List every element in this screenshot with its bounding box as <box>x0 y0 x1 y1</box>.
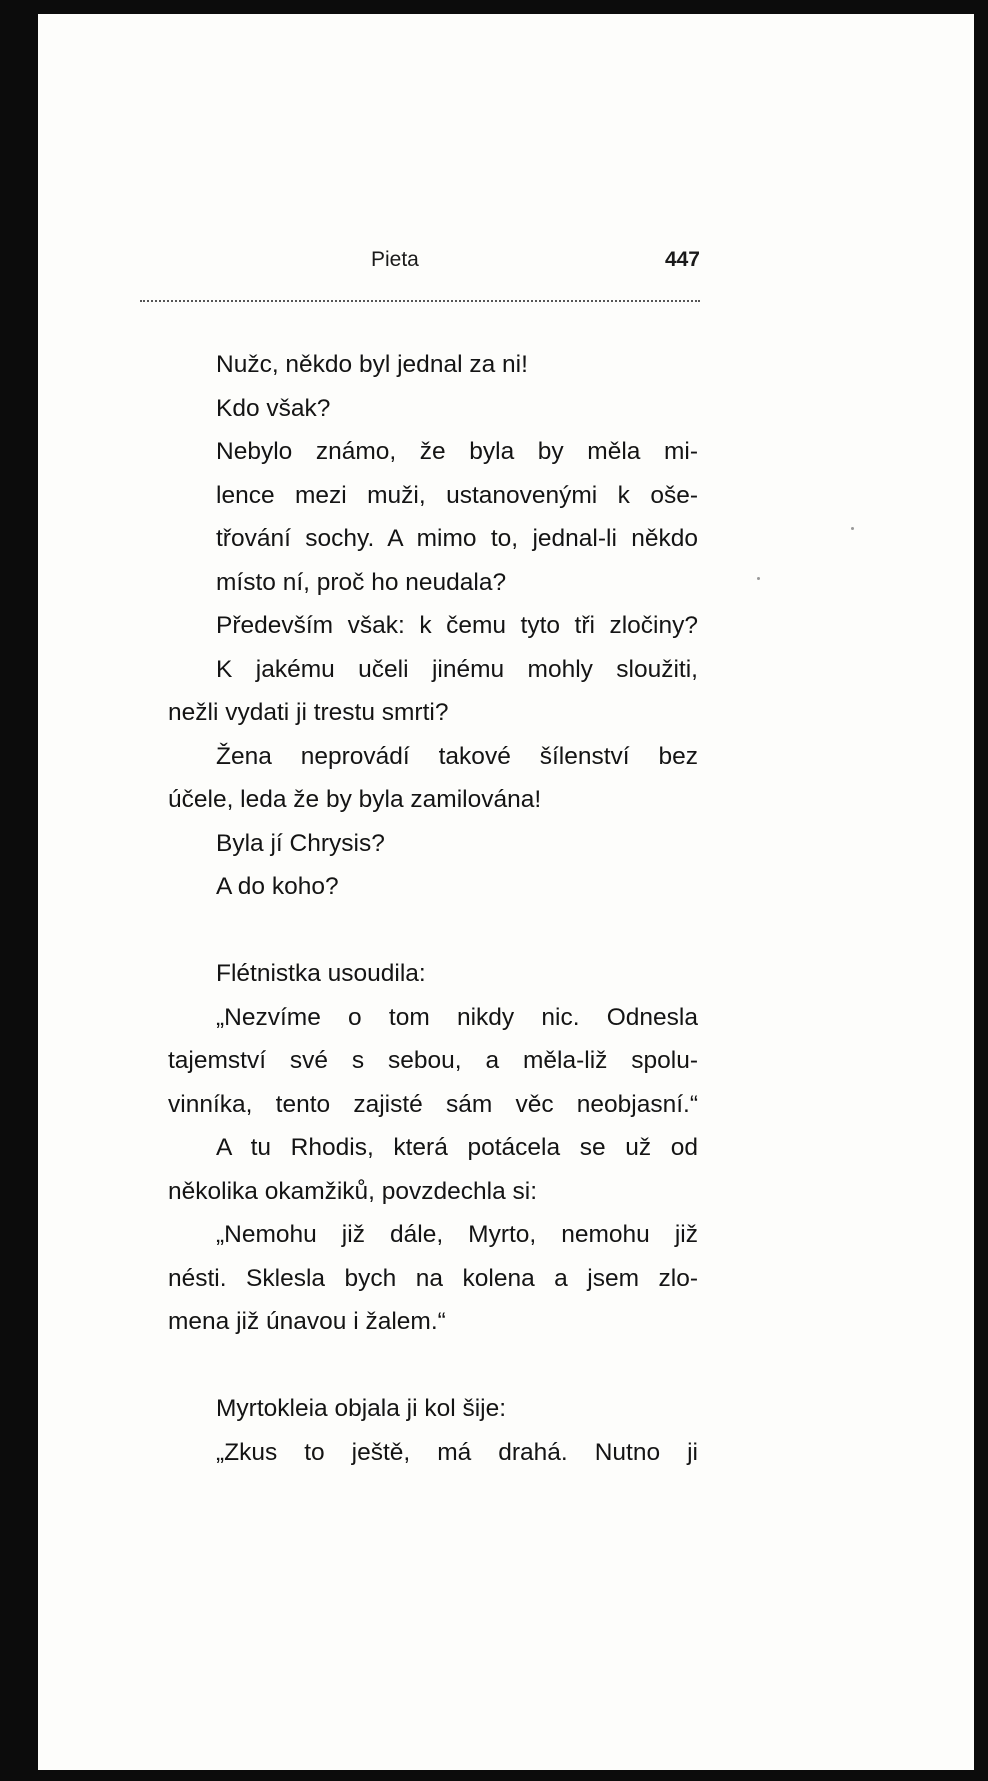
text-line: „Nemohu již dále, Myrto, nemohu již <box>216 1221 698 1248</box>
text-line: Žena neprovádí takové šílenství bez <box>216 742 698 770</box>
page-number: 447 <box>664 248 700 271</box>
scan-speck <box>757 577 760 580</box>
text-line: K jakému učeli jinému mohly sloužiti, <box>216 655 698 683</box>
text-line: místo ní, proč ho neudala? <box>216 568 507 596</box>
text-line: Myrtokleia objala ji kol šije: <box>216 1395 507 1422</box>
text-line: Flétnistka usoudila: <box>216 960 426 987</box>
running-title: Pieta <box>371 248 419 271</box>
text-line: nésti. Sklesla bych na kolena a jsem zlo- <box>168 1264 698 1292</box>
paragraph-gap <box>168 909 698 953</box>
text-line: účele, leda že by byla zamilována! <box>168 786 542 813</box>
header-rule <box>140 300 700 302</box>
text-line: nežli vydati ji trestu smrti? <box>168 699 449 726</box>
text-line: A tu Rhodis, která potácela se už od <box>216 1134 698 1161</box>
text-line: Především však: k čemu tyto tři zločiny? <box>216 612 698 639</box>
text-line: několika okamžiků, povzdechla si: <box>168 1177 538 1205</box>
text-line: Byla jí Chrysis? <box>216 829 385 857</box>
paragraph-gap <box>168 1344 698 1388</box>
text-line: mena již únavou i žalem.“ <box>168 1308 446 1335</box>
text-line: tajemství své s sebou, a měla-liž spolu- <box>168 1047 698 1074</box>
page-header <box>140 248 700 284</box>
text-line: „Nezvíme o tom nikdy nic. Odnesla <box>216 1003 698 1031</box>
text-line: vinníka, tento zajisté sám věc neobjasní.“ <box>168 1090 698 1118</box>
text-line: Nužc, někdo byl jednal za ni! <box>216 351 528 378</box>
scan-speck <box>851 527 854 530</box>
text-line: Kdo však? <box>216 394 331 422</box>
body-text <box>168 343 698 1474</box>
text-line: A do koho? <box>216 873 339 900</box>
text-line: třování sochy. A mimo to, jednal-li někdo <box>216 525 698 552</box>
text-line: Nebylo známo, že byla by měla mi- <box>216 438 698 465</box>
text-line: lence mezi muži, ustanovenými k oše- <box>216 481 698 509</box>
text-line: „Zkus to ještě, má drahá. Nutno ji <box>216 1438 698 1466</box>
